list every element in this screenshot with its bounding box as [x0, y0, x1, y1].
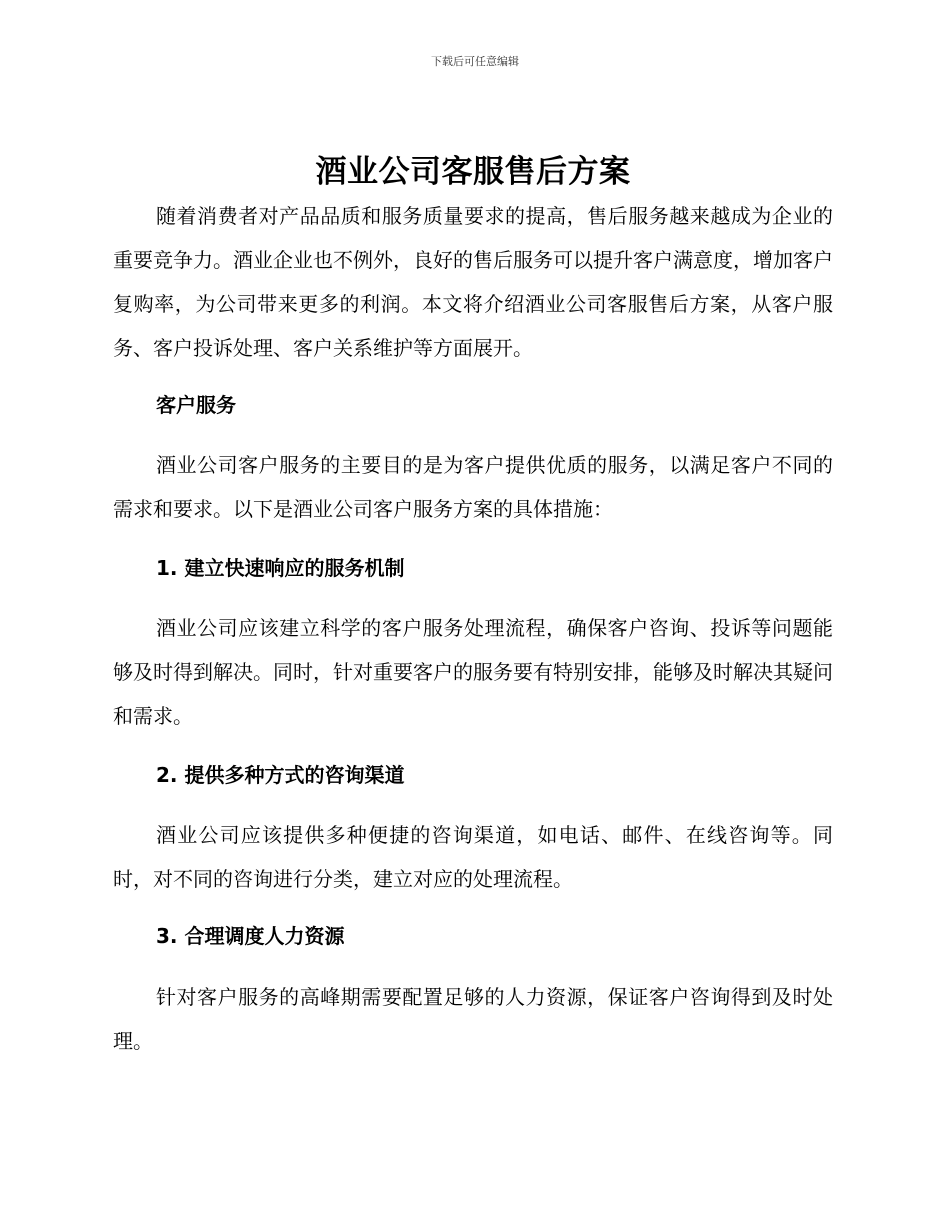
section-heading-customer-service: 客户服务	[156, 393, 236, 417]
section-paragraph: 酒业公司客户服务的主要目的是为客户提供优质的服务，以满足客户不同的需求和要求。以下是酒业公司客户服务方案的具体措施：	[113, 453, 833, 521]
item-heading-2: 2. 提供多种方式的咨询渠道	[156, 763, 405, 787]
page-header-note: 下载后可任意编辑	[431, 55, 519, 68]
intro-paragraph: 随着消费者对产品品质和服务质量要求的提高，售后服务越来越成为企业的重要竞争力。酒业企业也不例外，良好的售后服务可以提升客户满意度，增加客户复购率，为公司带来更多的利润。本文将介绍酒业公司客服售后方案，从客户服务、客户投诉处理、客户关系维护等方面展开。	[113, 204, 833, 360]
document-title: 酒业公司客服售后方案	[315, 154, 631, 190]
item-heading-1: 1. 建立快速响应的服务机制	[156, 556, 405, 580]
document-content	[113, 150, 833, 1063]
item-paragraph-3: 针对客户服务的高峰期需要配置足够的人力资源，保证客户咨询得到及时处理。	[113, 985, 833, 1053]
item-paragraph-2: 酒业公司应该提供多种便捷的咨询渠道，如电话、邮件、在线咨询等。同时，对不同的咨询进行分类，建立对应的处理流程。	[113, 823, 833, 891]
item-heading-3: 3. 合理调度人力资源	[156, 924, 345, 948]
item-paragraph-1: 酒业公司应该建立科学的客户服务处理流程，确保客户咨询、投诉等问题能够及时得到解决。同时，针对重要客户的服务要有特别安排，能够及时解决其疑问和需求。	[113, 616, 833, 728]
